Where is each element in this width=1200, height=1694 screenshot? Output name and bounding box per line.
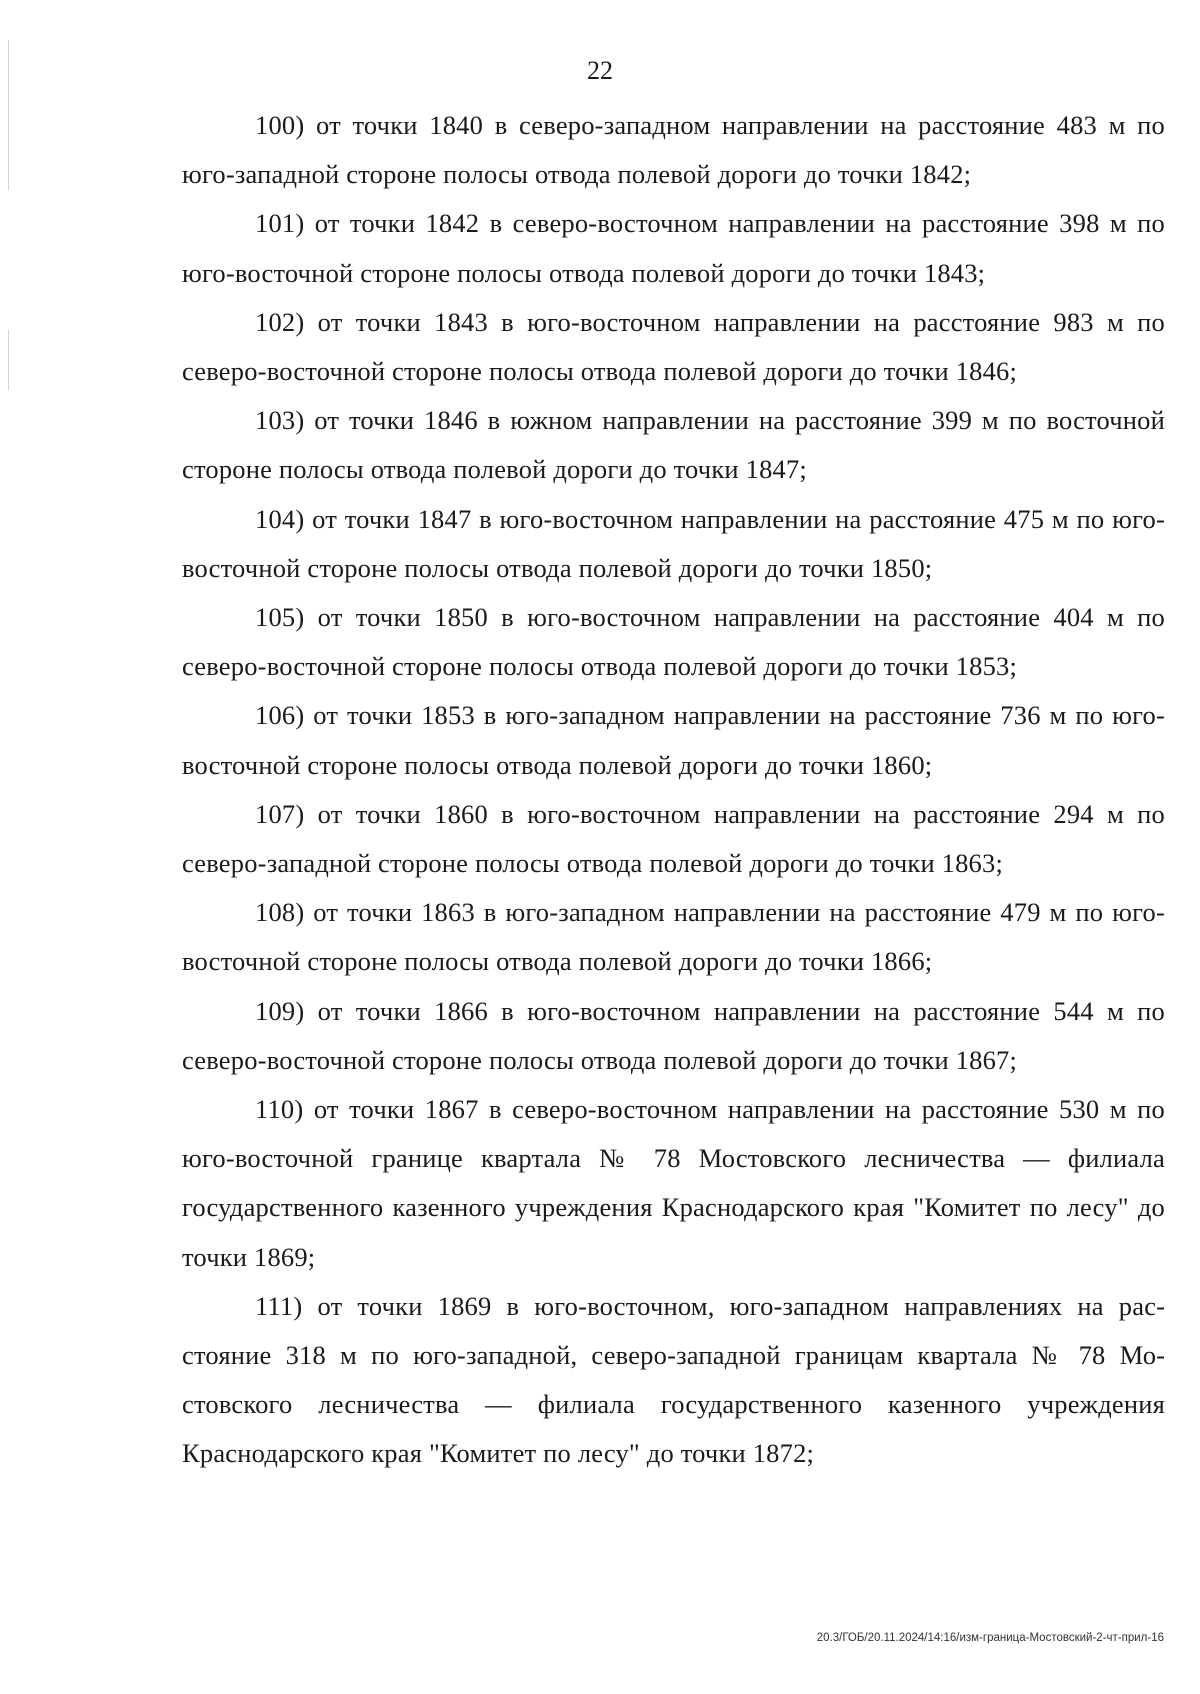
paragraph-item: 100) от точки 1840 в северо-западном направлении на расстояние 483 м по юго-западной стороне полосы отвода полевой дороги до точки 1842; <box>182 110 1165 190</box>
paragraph-item: 107) от точки 1860 в юго-восточном направлении на расстояние 294 м по северо-западной стороне полосы отвода полевой дороги до точки 1863; <box>182 798 1165 879</box>
paragraph-item: 108) от точки 1863 в юго-западном направлении на расстояние 479 м по юго-восточной стороне полосы отвода полевой дороги до точки 1866; <box>182 897 1165 977</box>
scan-edge-mark <box>8 330 9 390</box>
paragraph-item: 105) от точки 1850 в юго-восточном направлении на расстояние 404 м по северо-восточной стороне полосы отвода полевой дороги до точки 1853; <box>182 602 1165 682</box>
page-number: 22 <box>587 56 613 85</box>
paragraph-item: 101) от точки 1842 в северо-восточном направлении на расстояние 398 м по юго-восточной стороне полосы отвода полевой дороги до точки 1843; <box>182 208 1165 288</box>
paragraph-item: 104) от точки 1847 в юго-восточном направлении на расстояние 475 м по юго-восточной стороне полосы отвода полевой дороги до точки 1850; <box>182 503 1165 583</box>
paragraph-item: 103) от точки 1846 в южном направлении на расстояние 399 м по восточной стороне полосы отвода полевой дороги до точки 1847; <box>182 405 1165 485</box>
paragraph-item: 109) от точки 1866 в юго-восточном направлении на расстояние 544 м по северо-восточной стороне полосы отвода полевой дороги до точки 1867; <box>182 995 1165 1075</box>
paragraph-item: 102) от точки 1843 в юго-восточном направлении на расстояние 983 м по северо-восточной стороне полосы отвода полевой дороги до точки 1846; <box>182 306 1165 387</box>
document-body <box>182 101 1165 1479</box>
paragraph-item: 111) от точки 1869 в юго-восточном, юго-западном направлениях на расстояние 318 м по юго-западной, северо-западной границам квартала № 78 Мостовского лесничества — филиала государственного казенного учреждения Краснодарского края "Комитет по лесу" до точки 1872; <box>182 1290 1165 1469</box>
paragraph-item: 106) от точки 1853 в юго-западном направлении на расстояние 736 м по юго-восточной стороне полосы отвода полевой дороги до точки 1860; <box>182 700 1165 780</box>
document-footer-code: 20.3/ГОБ/20.11.2024/14:16/изм-граница-Мостовский-2-чт-прил-16 <box>816 1632 1164 1644</box>
paragraph-item: 110) от точки 1867 в северо-восточном направлении на расстояние 530 м по юго-восточной границе квартала № 78 Мостовского лесничества — филиала государственного казенного учреждения Краснодарского края "Комитет по лесу" до точки 1869; <box>182 1094 1165 1272</box>
